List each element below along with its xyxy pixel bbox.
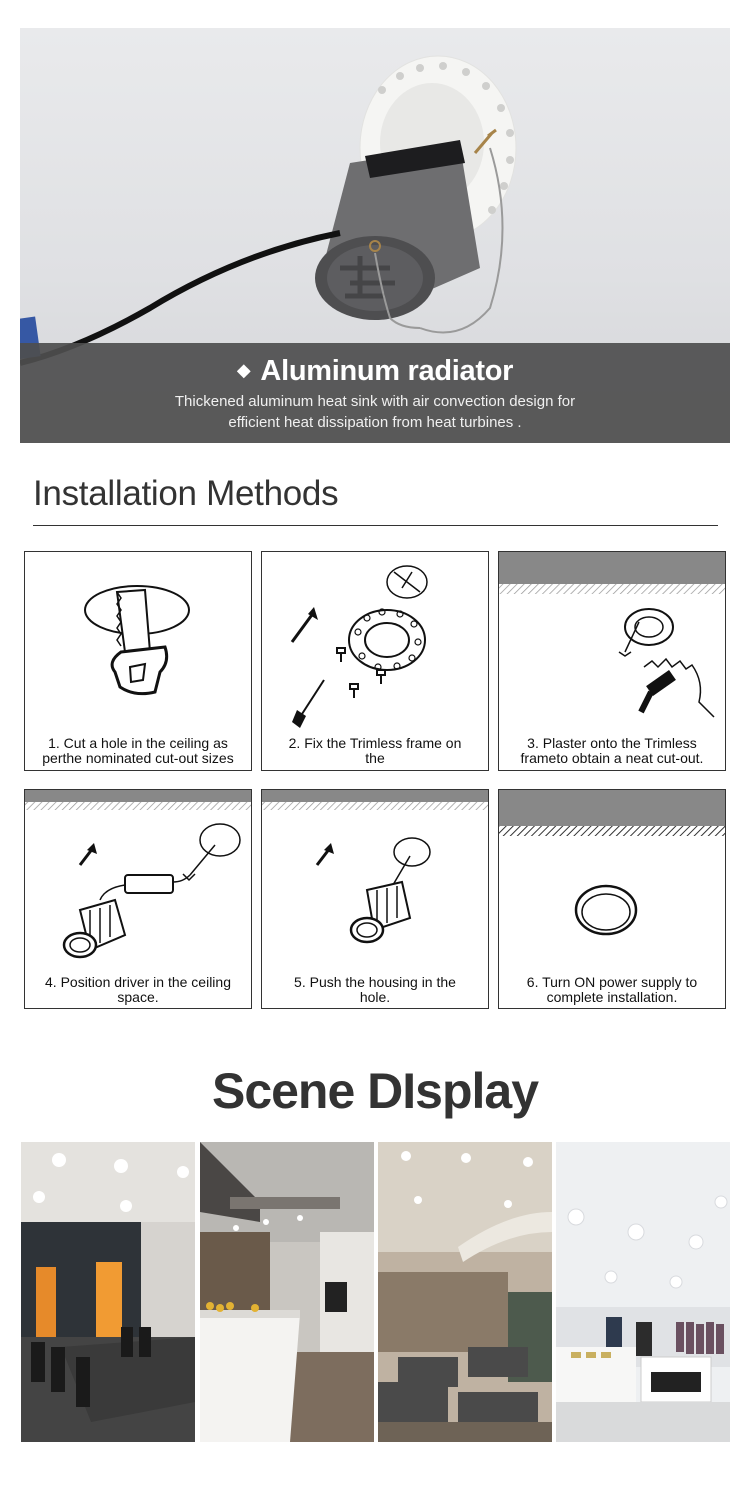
step-caption: [499, 736, 725, 766]
scene-photo-clothing-store: [556, 1142, 730, 1442]
install-step-3: [498, 551, 726, 771]
installation-title: Installation Methods: [33, 474, 339, 513]
install-step-5: [261, 789, 489, 1009]
step-caption-line: hole.: [359, 989, 391, 1005]
hero-title-text: Aluminum radiator: [260, 355, 514, 387]
step-caption-line: 6. Turn ON power supply to: [526, 974, 698, 990]
power-on-icon: [499, 790, 726, 970]
step-caption: [262, 975, 488, 1005]
step-caption-line: perthe nominated cut-out sizes: [42, 750, 234, 766]
scene-photo-kitchen: [200, 1142, 374, 1442]
step-caption-line: space.: [117, 989, 159, 1005]
step-caption: [25, 736, 251, 766]
hero-description: [20, 391, 730, 433]
install-step-1: [24, 551, 252, 771]
scene-title: Scene DIsplay: [211, 1063, 539, 1119]
title-divider: [33, 525, 718, 526]
step-caption-line: the: [365, 750, 385, 766]
install-step-4: [24, 789, 252, 1009]
push-housing-icon: [262, 790, 489, 970]
plaster-icon: [499, 552, 726, 732]
scene-photo-office: [21, 1142, 195, 1442]
fix-frame-icon: [262, 552, 489, 732]
diamond-bullet-icon: ◆: [236, 360, 251, 380]
saw-cut-icon: [25, 552, 252, 732]
hero-description-line: efficient heat dissipation from heat turbines .: [228, 414, 522, 431]
step-caption: [499, 975, 725, 1005]
step-caption-line: 5. Push the housing in the: [294, 974, 456, 990]
step-caption-line: 3. Plaster onto the Trimless: [527, 735, 697, 751]
step-caption-line: 1. Cut a hole in the ceiling as: [48, 735, 228, 751]
step-caption-line: 4. Position driver in the ceiling: [45, 974, 231, 990]
hero-description-line: Thickened aluminum heat sink with air convection design for: [174, 393, 576, 410]
install-step-2: [261, 551, 489, 771]
hero-title: [20, 355, 730, 388]
scene-photo-restaurant: [378, 1142, 552, 1442]
hero-caption-band: [20, 343, 730, 443]
step-caption-line: complete installation.: [546, 989, 678, 1005]
hero-image: [20, 28, 730, 443]
step-caption: [25, 975, 251, 1005]
position-driver-icon: [25, 790, 252, 970]
step-caption: [262, 736, 488, 766]
step-caption-line: frameto obtain a neat cut-out.: [520, 750, 704, 766]
install-step-6: [498, 789, 726, 1009]
step-caption-line: 2. Fix the Trimless frame on: [288, 735, 462, 751]
